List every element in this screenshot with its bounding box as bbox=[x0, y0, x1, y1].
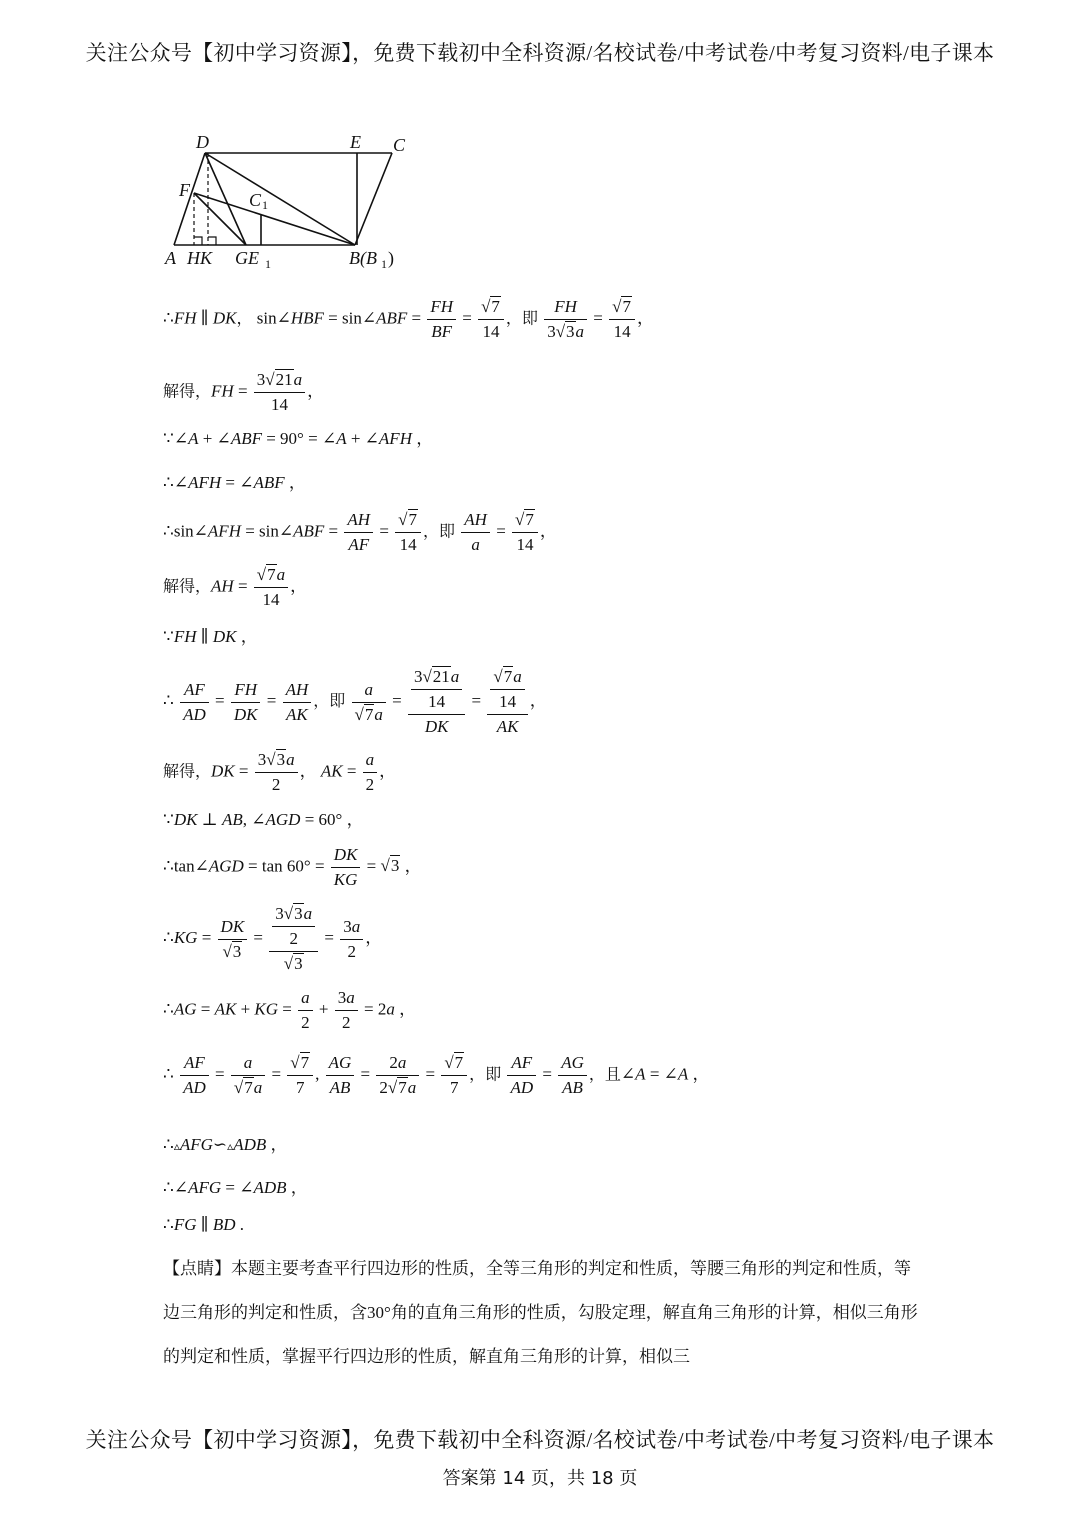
bottom-banner: 关注公众号【初中学习资源】，免费下载初中全科资源/名校试卷/中考试卷/中考复习资料/电子课本 bbox=[85, 1428, 995, 1452]
line-3: ∵∠A + ∠ABF = 90° = ∠A + ∠AFH ， bbox=[163, 429, 434, 448]
line-11: ∴tan∠AGD = tan 60° = $\frac{DK}{KG}$ = √3 ， bbox=[163, 845, 422, 889]
line-4: ∴∠AFH = ∠ABF ， bbox=[163, 473, 306, 492]
line-16: ∴∠AFG = ∠ADB ， bbox=[163, 1178, 308, 1197]
label-e1-sub: 1 bbox=[265, 257, 271, 271]
line-10: ∵DK ⊥ AB, ∠AGD = 60° ， bbox=[163, 810, 364, 829]
label-b: B(B bbox=[349, 248, 377, 268]
page-number: 答案第 14 页，共 18 页 bbox=[442, 1468, 638, 1489]
line-15: ∴▵AFG∽▵ADB ， bbox=[163, 1135, 288, 1154]
segment-fb bbox=[194, 193, 355, 245]
label-b1-sub: 1 bbox=[381, 257, 387, 271]
line-5: ∴sin∠AFH = sin∠ABF = $\frac{AH}{AF}$ = $\frac{√7}{14}$ ，即 $\frac{AH}{a}$ = $\frac{√7}{14}$ ， bbox=[163, 510, 557, 554]
geometry-figure bbox=[160, 125, 410, 275]
top-banner: 关注公众号【初中学习资源】，免费下载初中全科资源/名校试卷/中考试卷/中考复习资料/电子课本 bbox=[85, 41, 995, 65]
line-1: ∴FH ∥ DK， sin∠HBF = sin∠ABF = $\frac{FH}{BF}$ = $\frac{√7}{14}$ ，即 $\frac{FH}{3√3a}$ = $\frac{√7}{14}$ ， bbox=[163, 297, 654, 341]
label-hk: HK bbox=[187, 248, 213, 268]
right-angle-k bbox=[208, 237, 216, 245]
line-13: ∴AG = AK + KG = $\frac{a}{2}$ + $\frac{3a}{2}$ = 2a ， bbox=[163, 988, 417, 1032]
note-paragraph: 【点睛】本题主要考查平行四边形的性质，全等三角形的判定和性质，等腰三角形的判定和性质，等边三角形的判定和性质，含30°角的直角三角形的性质，勾股定理，解直角三角形的计算，相似三角形的判定和性质，掌握平行四边形的性质，解直角三角形的计算，相似三 bbox=[163, 1259, 918, 1367]
label-c1-sub: 1 bbox=[262, 198, 268, 212]
label-c1: C bbox=[249, 190, 262, 210]
segment-cb bbox=[355, 153, 392, 245]
label-f: F bbox=[179, 180, 190, 200]
line-2: 解得，FH = $\frac{3√21a}{14}$ ， bbox=[163, 370, 325, 414]
label-d: D bbox=[196, 132, 209, 152]
label-ge: GE bbox=[235, 248, 259, 268]
line-12: ∴KG = $\frac{DK}{√3}$ = $\frac{\frac{3√3a}{2}}{√3}$ = $\frac{3a}{2}$ ， bbox=[163, 904, 383, 973]
label-e: E bbox=[350, 132, 361, 152]
note-label: 【点睛】 bbox=[163, 1259, 231, 1279]
line-9: 解得，DK = $\frac{3√3a}{2}$ ， AK = $\frac{a}{2}$ ， bbox=[163, 750, 397, 794]
line-6: 解得，AH = $\frac{√7a}{14}$ ， bbox=[163, 565, 308, 609]
segment-db bbox=[205, 153, 355, 245]
label-c: C bbox=[393, 135, 406, 155]
line-14: ∴ $\frac{AF}{AD}$ = $\frac{a}{√7a}$ = $\frac{√7}{7}$ , $\frac{AG}{AB}$ = $\frac{2a}{2√7a}$ = $\frac{√7}{7}$ ，即 $\frac{AF}{AD}$ = $\frac{AG}{AB}$ ，且∠A = ∠A ， bbox=[163, 1053, 710, 1097]
line-7: ∵FH ∥ DK ， bbox=[163, 627, 258, 646]
right-angle-h bbox=[194, 237, 202, 245]
line-8: ∴ $\frac{AF}{AD}$ = $\frac{FH}{DK}$ = $\frac{AH}{AK}$ ，即 $\frac{a}{√7a}$ = $\frac{\frac{3√21a}{14}}{DK}$ = $\frac{\frac{√7a}{14}}{AK}$ ， bbox=[163, 667, 547, 736]
line-17: ∴FG ∥ BD . bbox=[163, 1215, 245, 1234]
label-b-close: ) bbox=[388, 248, 394, 268]
label-a: A bbox=[165, 248, 176, 268]
